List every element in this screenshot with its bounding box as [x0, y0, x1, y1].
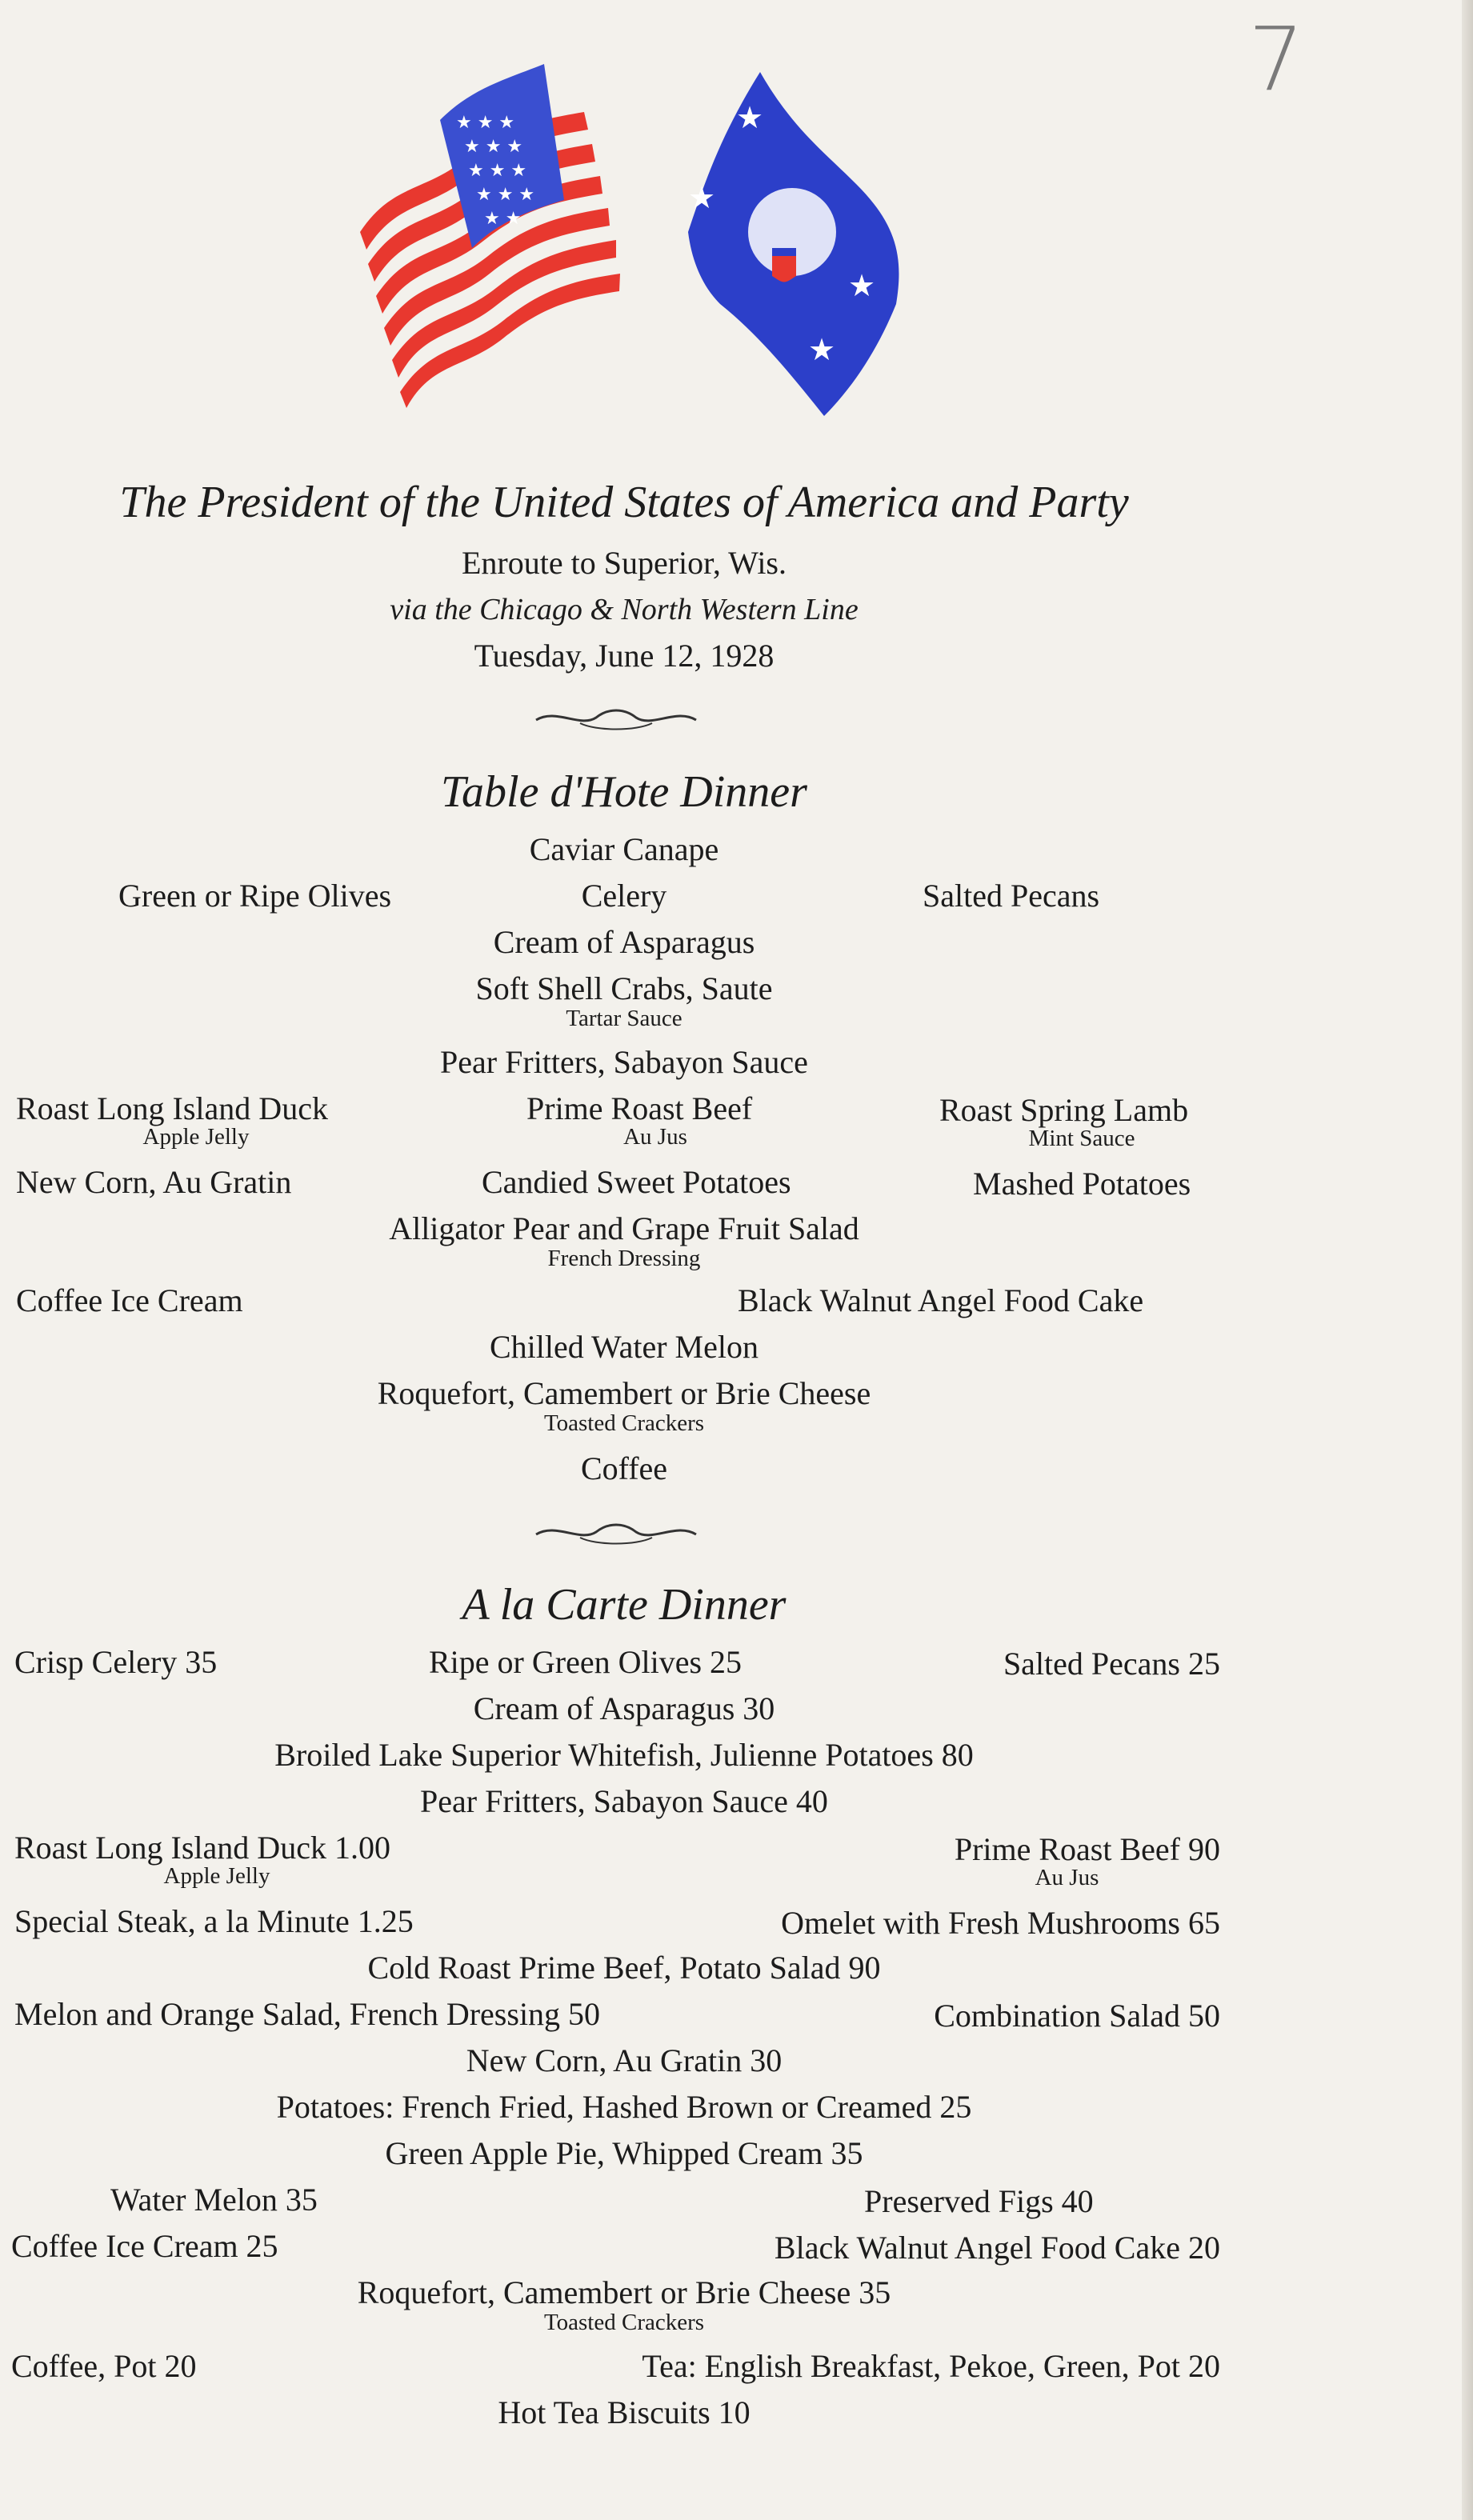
- alc-watermelon: Water Melon 35: [110, 2182, 318, 2218]
- tdh-olives: Green or Ripe Olives: [118, 878, 392, 914]
- svg-text:★ ★ ★: ★ ★ ★: [464, 137, 523, 157]
- alc-fritters: Pear Fritters, Sabayon Sauce 40: [420, 1783, 828, 1819]
- tdh-duck: Roast Long Island Duck: [16, 1090, 328, 1126]
- alc-biscuits: Hot Tea Biscuits 10: [498, 2394, 751, 2430]
- flags-emblem: [344, 64, 920, 448]
- svg-text:★ ★: ★ ★: [484, 209, 522, 229]
- tdh-duck-sub: Apple Jelly: [142, 1124, 250, 1150]
- alc-icecream: Coffee Ice Cream 25: [11, 2228, 278, 2264]
- svg-text:★ ★ ★: ★ ★ ★: [456, 113, 515, 133]
- alc-corn: New Corn, Au Gratin 30: [466, 2042, 783, 2078]
- tdh-fritters: Pear Fritters, Sabayon Sauce: [440, 1044, 808, 1080]
- tdh-cheese-sub: Toasted Crackers: [543, 1410, 705, 1436]
- tdh-crabs: Soft Shell Crabs, Saute: [475, 970, 773, 1006]
- alc-beef: Prime Roast Beef 90: [954, 1831, 1220, 1867]
- alc-pie: Green Apple Pie, Whipped Cream 35: [385, 2135, 863, 2171]
- tdh-melon: Chilled Water Melon: [490, 1329, 759, 1365]
- alc-cake: Black Walnut Angel Food Cake 20: [774, 2230, 1220, 2266]
- svg-text:★: ★: [808, 332, 836, 367]
- alc-whitefish: Broiled Lake Superior Whitefish, Julienne Potatoes 80: [274, 1737, 974, 1773]
- svg-text:★: ★: [736, 100, 764, 135]
- tdh-cake: Black Walnut Angel Food Cake: [738, 1282, 1144, 1318]
- pencil-annotation: 7: [1248, 8, 1304, 110]
- date-line: Tuesday, June 12, 1928: [474, 638, 775, 674]
- tdh-icecream: Coffee Ice Cream: [16, 1282, 243, 1318]
- tdh-corn: New Corn, Au Gratin: [16, 1164, 292, 1200]
- alc-tea: Tea: English Breakfast, Pekoe, Green, Pot 20: [642, 2348, 1220, 2384]
- alc-potatoes: Potatoes: French Fried, Hashed Brown or Creamed 25: [276, 2089, 972, 2125]
- via-line: via the Chicago & North Western Line: [390, 593, 859, 626]
- alc-soup: Cream of Asparagus 30: [473, 1690, 775, 1726]
- tdh-mashed: Mashed Potatoes: [973, 1166, 1191, 1202]
- svg-text:★ ★ ★: ★ ★ ★: [476, 185, 535, 205]
- svg-text:★: ★: [688, 180, 716, 215]
- alc-omelet: Omelet with Fresh Mushrooms 65: [781, 1905, 1220, 1941]
- alc-cheese: Roquefort, Camembert or Brie Cheese 35: [357, 2274, 891, 2310]
- presidential-flag-icon: [688, 72, 899, 416]
- alc-olives: Ripe or Green Olives 25: [429, 1644, 743, 1680]
- alc-heading: A la Carte Dinner: [462, 1580, 787, 1630]
- route-line: Enroute to Superior, Wis.: [462, 545, 787, 581]
- svg-text:★: ★: [848, 268, 876, 303]
- tdh-lamb: Roast Spring Lamb: [939, 1092, 1189, 1128]
- paper-edge: [1462, 0, 1473, 2520]
- alc-steak: Special Steak, a la Minute 1.25: [14, 1903, 414, 1939]
- tdh-soup: Cream of Asparagus: [493, 924, 755, 960]
- tdh-pecans: Salted Pecans: [923, 878, 1100, 914]
- menu-title: The President of the United States of America and Party: [119, 478, 1129, 527]
- tdh-beef-sub: Au Jus: [623, 1124, 687, 1150]
- tdh-coffee: Coffee: [580, 1450, 668, 1486]
- american-flag-icon: [360, 64, 620, 408]
- svg-text:★ ★ ★: ★ ★ ★: [468, 161, 527, 181]
- tdh-cheese: Roquefort, Camembert or Brie Cheese: [377, 1375, 871, 1411]
- tdh-salad: Alligator Pear and Grape Fruit Salad: [389, 1210, 859, 1246]
- alc-figs: Preserved Figs 40: [864, 2183, 1094, 2219]
- alc-coldbeef: Cold Roast Prime Beef, Potato Salad 90: [367, 1950, 881, 1986]
- tdh-lamb-sub: Mint Sauce: [1028, 1126, 1135, 1151]
- tdh-sweet: Candied Sweet Potatoes: [482, 1164, 791, 1200]
- ornament-flourish-icon: [532, 1518, 700, 1546]
- alc-beef-sub: Au Jus: [1035, 1865, 1099, 1890]
- alc-combo: Combination Salad 50: [934, 1998, 1220, 2034]
- alc-coffee: Coffee, Pot 20: [11, 2348, 197, 2384]
- alc-pecans: Salted Pecans 25: [1003, 1646, 1220, 1682]
- alc-duck: Roast Long Island Duck 1.00: [14, 1830, 390, 1866]
- tdh-beef: Prime Roast Beef: [526, 1090, 753, 1126]
- alc-celery: Crisp Celery 35: [14, 1644, 218, 1680]
- alc-cheese-sub: Toasted Crackers: [543, 2310, 705, 2335]
- alc-duck-sub: Apple Jelly: [163, 1863, 270, 1889]
- tdh-caviar: Caviar Canape: [529, 831, 719, 867]
- alc-melonsalad: Melon and Orange Salad, French Dressing 50: [14, 1996, 601, 2032]
- tdh-celery: Celery: [581, 878, 667, 914]
- tdh-tartar: Tartar Sauce: [566, 1006, 682, 1031]
- ornament-flourish-icon: [532, 704, 700, 731]
- tdh-heading: Table d'Hote Dinner: [441, 767, 807, 817]
- tdh-salad-sub: French Dressing: [547, 1246, 701, 1271]
